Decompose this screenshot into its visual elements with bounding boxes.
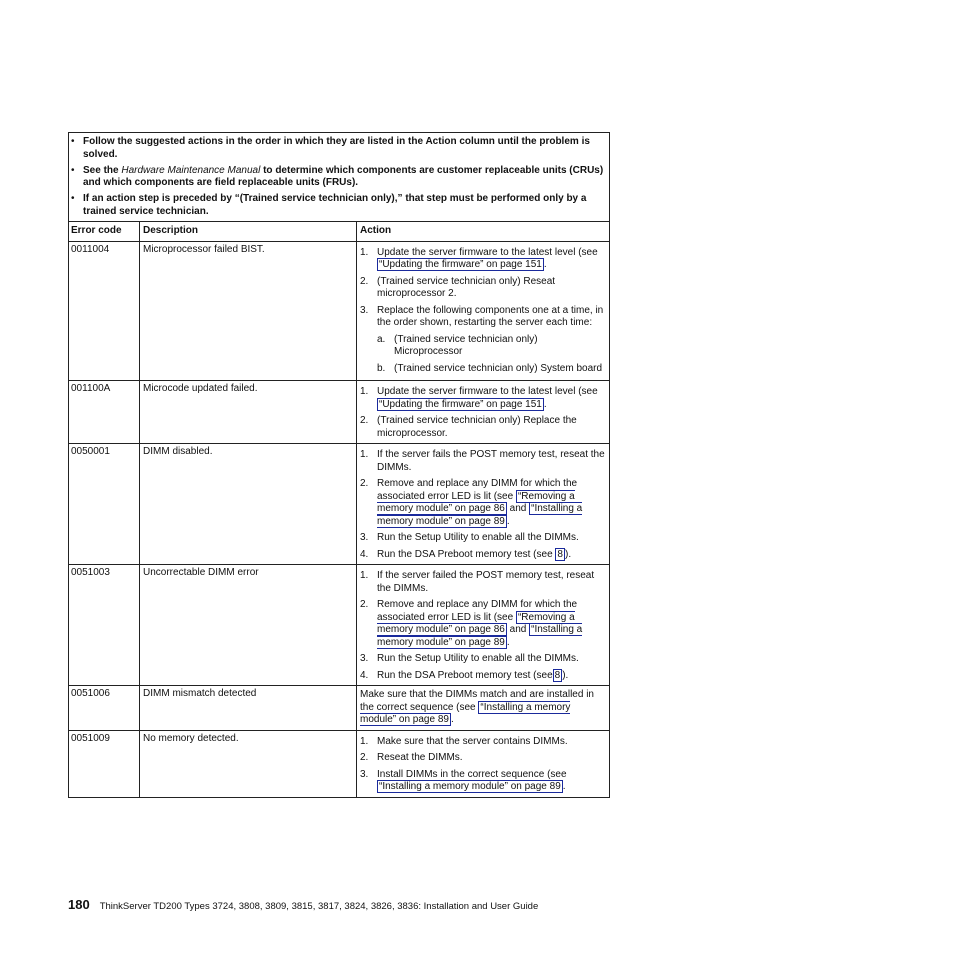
table-notes [69, 133, 609, 222]
action-cell [357, 444, 609, 564]
action-step [360, 247, 606, 272]
description-cell: Uncorrectable DIMM error [140, 565, 357, 685]
action-steps [360, 383, 606, 440]
step-number: 3. [360, 304, 369, 316]
error-code-cell: 0051003 [69, 565, 140, 685]
table-row [69, 686, 609, 731]
table-row [69, 731, 609, 797]
description-cell: No memory detected. [140, 731, 357, 797]
action-step [360, 599, 606, 649]
step-text [377, 670, 568, 683]
action-cell [357, 381, 609, 443]
header-error-code: Error code [69, 222, 140, 241]
step-number: 4. [360, 669, 369, 681]
text-run: . [450, 714, 454, 725]
text-run: Reseat the DIMMs. [377, 752, 463, 763]
step-number: 1. [360, 570, 369, 581]
description-cell: Microcode updated failed. [140, 381, 357, 443]
sub-step-text: (Trained service technician only) Microprocessor [394, 333, 538, 357]
step-text [377, 305, 606, 378]
step-number: 2. [360, 599, 369, 610]
footer-title: ThinkServer TD200 Types 3724, 3808, 3809, 3815, 3817, 3824, 3826, 3836: Installation and User Guide [99, 901, 539, 912]
description-cell: DIMM disabled. [140, 444, 357, 564]
step-number: 2. [360, 752, 369, 763]
page-footer [68, 899, 768, 914]
action-step [360, 532, 606, 545]
text-run: If the server fails the POST memory test, reseat the DIMMs. [377, 449, 605, 473]
step-number: 4. [360, 548, 369, 560]
text-run: (Trained service technician only) Replace the microprocessor. [377, 415, 577, 439]
step-number: 1. [360, 386, 369, 397]
table-body [69, 242, 609, 797]
step-text [377, 386, 606, 411]
cross-reference-link[interactable]: “Installing a memory module” on page 89 [377, 624, 583, 648]
table-row [69, 444, 609, 565]
action-step [360, 276, 606, 301]
text-run: Run the DSA Preboot memory test (see [377, 669, 553, 681]
text-run: ). [564, 548, 572, 560]
text-run: ). [562, 669, 569, 681]
step-number: 1. [360, 246, 369, 258]
text-run: Make sure that the DIMMs match and are installed in the correct sequence (see [360, 689, 594, 713]
error-code-cell: 0050001 [69, 444, 140, 564]
action-cell [357, 565, 609, 685]
error-code-cell: 0051006 [69, 686, 140, 730]
action-step [360, 478, 606, 528]
step-number: 3. [360, 768, 369, 780]
step-text [377, 449, 606, 474]
step-text [377, 532, 579, 545]
note-item [71, 165, 605, 190]
cross-reference-link[interactable]: 8 [554, 669, 561, 681]
step-text [377, 549, 571, 562]
table-row [69, 242, 609, 382]
action-step [360, 769, 606, 794]
note-text: See the Hardware Maintenance Manual to determine which components are customer replaceable units (CRUs) and which components are field replaceable units (FRUs). [83, 164, 604, 188]
error-code-table [68, 132, 610, 798]
step-text [377, 769, 606, 794]
action-cell [357, 686, 609, 730]
action-step [360, 386, 606, 411]
text-run: If the server failed the POST memory test, reseat the DIMMs. [377, 570, 595, 594]
note-item [71, 193, 605, 218]
action-step [360, 653, 606, 666]
header-description: Description [140, 222, 357, 241]
cross-reference-link[interactable]: 8 [557, 548, 563, 560]
action-steps [360, 446, 606, 561]
action-step [360, 415, 606, 440]
step-number: 1. [360, 449, 369, 460]
table-row [69, 381, 609, 444]
text-run: Make sure that the server contains DIMMs. [377, 735, 568, 747]
step-number: 2. [360, 415, 369, 426]
action-step [360, 449, 606, 474]
text-run: Update the server firmware to the latest level (see [377, 246, 598, 258]
text-run: . [543, 259, 547, 270]
note-text: If an action step is preceded by “(Trained service technician only),” that step must be performed only by a trained service technician. [83, 193, 587, 217]
table-row [69, 565, 609, 686]
text-run: (Trained service technician only) Reseat microprocessor 2. [377, 275, 556, 299]
step-text [377, 599, 606, 649]
step-number: 3. [360, 653, 369, 664]
action-step [360, 670, 606, 683]
action-step [360, 752, 606, 765]
sub-step [377, 334, 606, 359]
cross-reference-link[interactable]: “Installing a memory module” on page 89 [379, 781, 561, 792]
sub-step-letter: b. [377, 362, 386, 374]
step-text [377, 247, 606, 272]
description-cell: Microprocessor failed BIST. [140, 242, 357, 381]
action-step [360, 549, 606, 562]
action-step [360, 305, 606, 378]
manual-title: Hardware Maintenance Manual [121, 164, 261, 176]
bullet-icon: • [71, 193, 75, 204]
sub-step [377, 363, 606, 376]
header-action: Action [360, 225, 392, 236]
text-run: . [562, 781, 566, 792]
sub-step-letter: a. [377, 333, 386, 345]
step-text [377, 276, 606, 301]
error-code-cell: 001100A [69, 381, 140, 443]
action-cell [357, 731, 609, 797]
text-run: Run the Setup Utility to enable all the DIMMs. [377, 653, 579, 664]
step-text [377, 415, 606, 440]
text-run: Run the Setup Utility to enable all the DIMMs. [377, 532, 579, 543]
action-steps [360, 733, 606, 794]
step-number: 3. [360, 532, 369, 543]
text-run: Install DIMMs in the correct sequence (see [377, 768, 567, 780]
cross-reference-link[interactable]: “Installing a memory module” on page 89 [377, 503, 583, 527]
text-run: Update the server firmware to the latest level (see [377, 386, 598, 397]
text-run: Replace the following components one at a time, in the order shown, restarting the server each time: [377, 304, 604, 328]
text-run: Run the DSA Preboot memory test (see [377, 548, 556, 560]
step-number: 2. [360, 478, 369, 489]
note-item [71, 136, 605, 161]
action-steps [360, 244, 606, 378]
cross-reference-link[interactable]: “Removing a memory module” on page 86 [377, 490, 575, 514]
cross-reference-link[interactable]: “Updating the firmware” on page 151 [379, 398, 542, 410]
text-run: and [506, 624, 530, 635]
step-text [377, 478, 606, 528]
text-run: . [506, 636, 510, 648]
step-text [377, 570, 606, 595]
sub-steps [377, 334, 606, 376]
table-header-row [69, 222, 609, 242]
text-run: . [543, 398, 547, 410]
bullet-icon: • [71, 136, 75, 147]
text-run: Remove and replace any DIMM for which the associated error LED is lit (see [377, 478, 578, 502]
text-run: . [506, 515, 510, 527]
action-steps [360, 567, 606, 682]
action-text [360, 688, 606, 727]
page-number: 180 [68, 897, 90, 912]
note-text: Follow the suggested actions in the order in which they are listed in the Action column until the problem is solved. [83, 136, 590, 160]
step-number: 1. [360, 735, 369, 747]
step-number: 2. [360, 275, 369, 287]
cross-reference-link[interactable]: “Removing a memory module” on page 86 [377, 611, 575, 635]
step-text [377, 736, 568, 749]
error-code-cell: 0051009 [69, 731, 140, 797]
cross-reference-link[interactable]: “Installing a memory module” on page 89 [360, 701, 571, 725]
text-run: Remove and replace any DIMM for which the associated error LED is lit (see [377, 599, 578, 623]
description-cell: DIMM mismatch detected [140, 686, 357, 730]
action-step [360, 570, 606, 595]
step-text [377, 752, 463, 765]
step-text [377, 653, 579, 666]
sub-step-text: (Trained service technician only) System board [394, 362, 603, 374]
text-run: and [506, 503, 530, 514]
bullet-icon: • [71, 164, 75, 176]
error-code-cell: 0011004 [69, 242, 140, 381]
action-cell [357, 242, 609, 381]
action-step [360, 736, 606, 749]
cross-reference-link[interactable]: “Updating the firmware” on page 151 [379, 259, 542, 270]
